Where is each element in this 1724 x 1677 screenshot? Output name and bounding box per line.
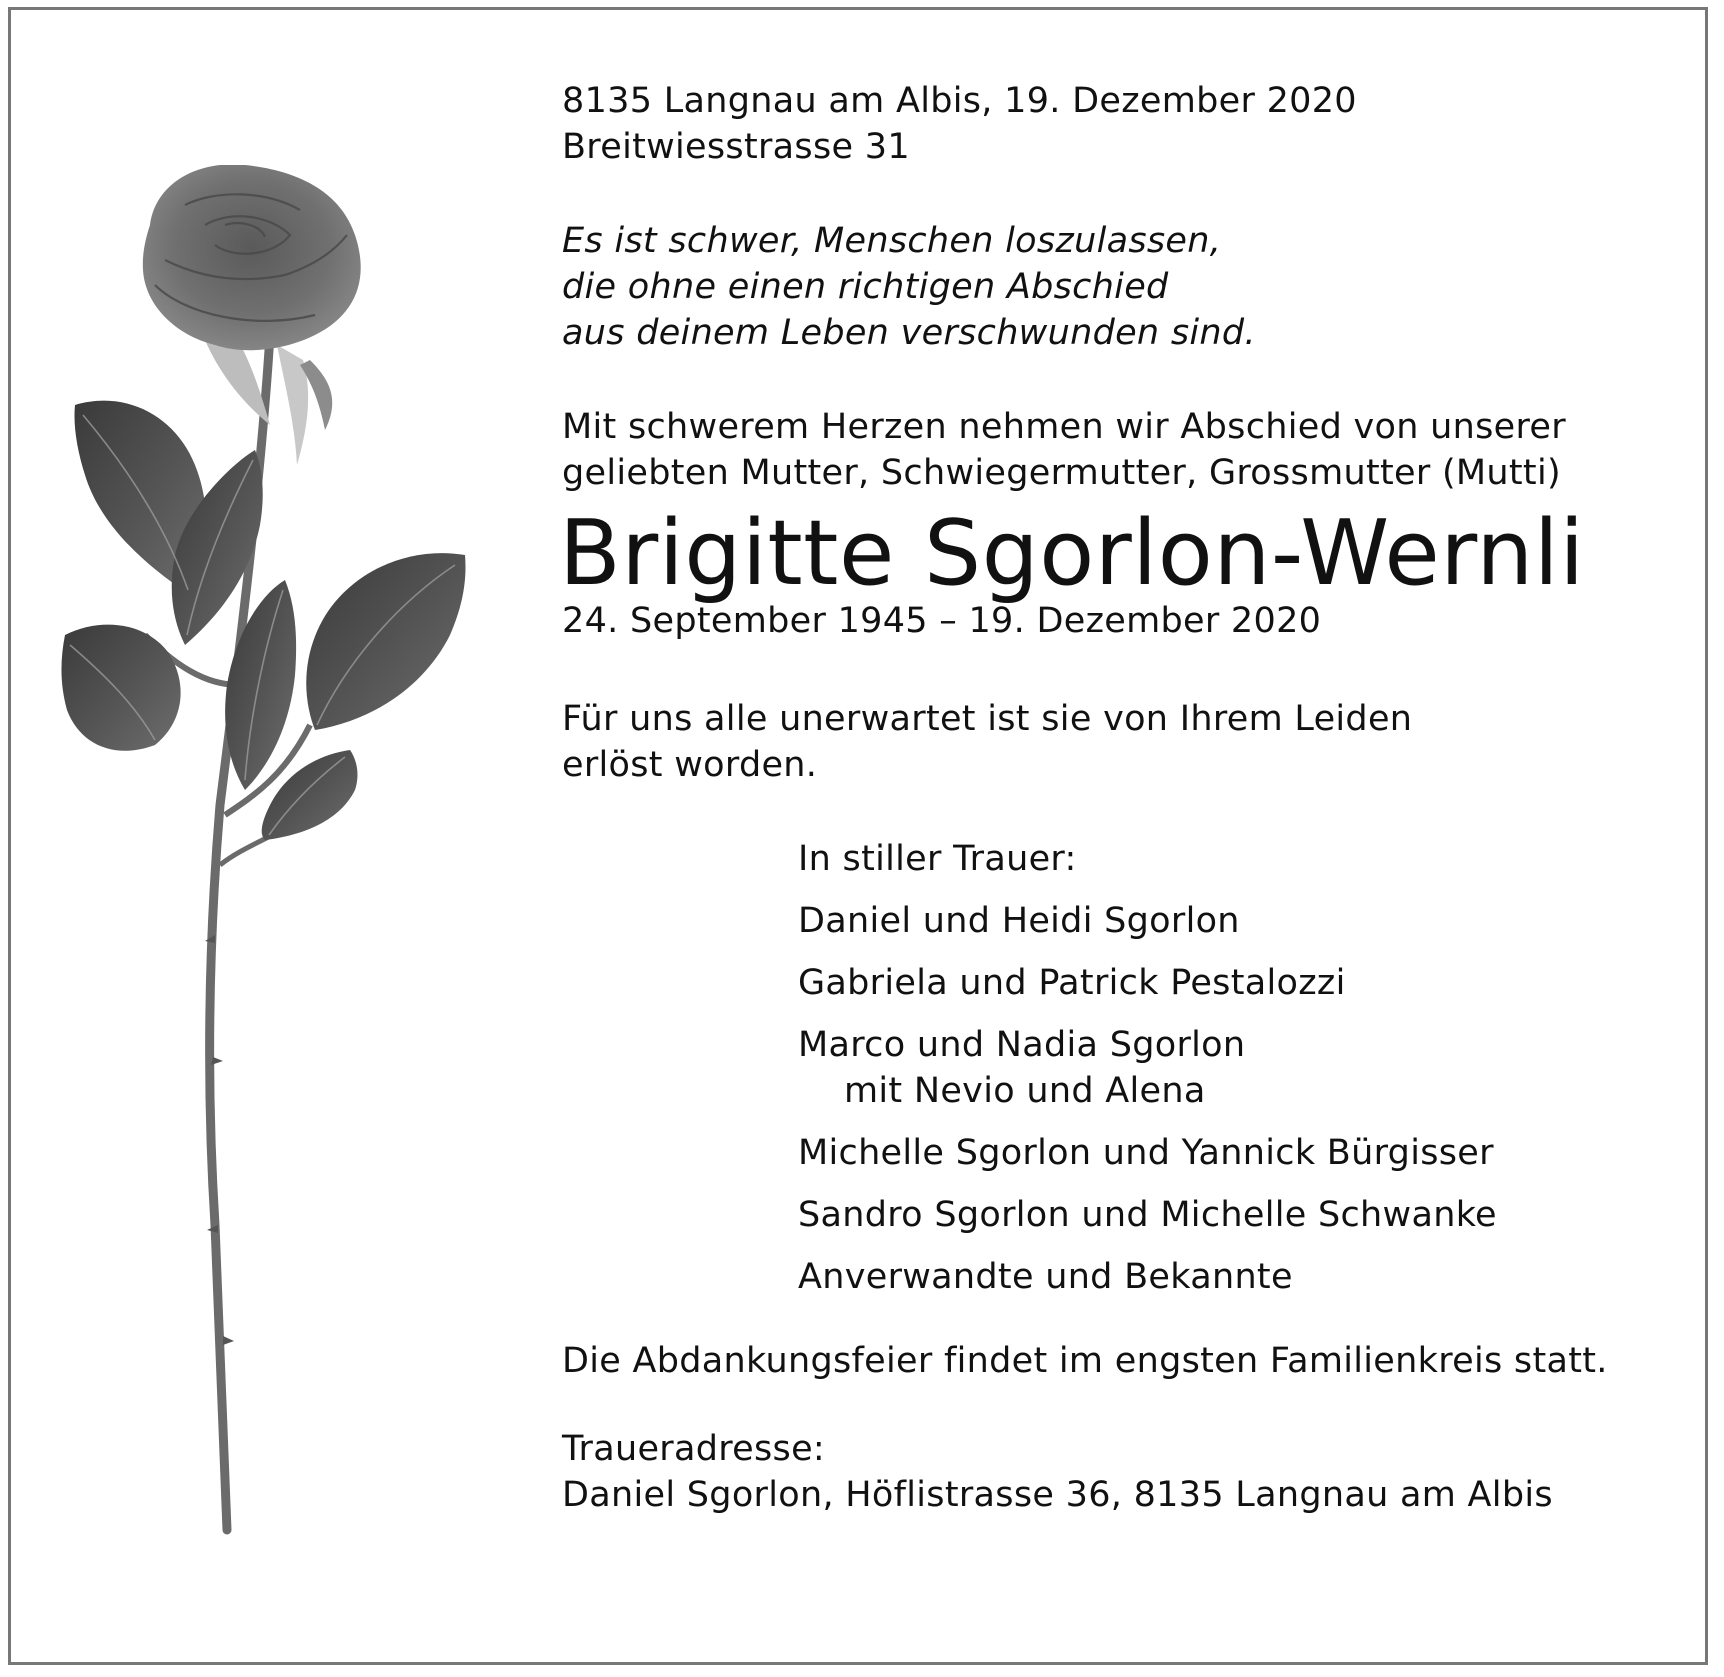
poem-line: die ohne einen richtigen Abschied [562, 267, 1169, 307]
life-dates: 24. September 1945 – 19. Dezember 2020 [562, 601, 1322, 641]
message [562, 696, 1672, 788]
mourner-name: Michelle Sgorlon und Yannick Bürgisser [798, 1133, 1494, 1173]
address-value: Daniel Sgorlon, Höflistrasse 36, 8135 Langnau am Albis [562, 1475, 1553, 1515]
intro [562, 404, 1672, 496]
notice-text-column [559, 78, 1672, 1518]
poem [562, 218, 1672, 356]
place-date: 8135 Langnau am Albis, 19. Dezember 2020 [562, 81, 1357, 121]
mourner-name: Daniel und Heidi Sgorlon [798, 901, 1240, 941]
mourner-name: Gabriela und Patrick Pestalozzi [798, 963, 1346, 1003]
address-label: Traueradresse: [562, 1429, 825, 1469]
mourner-name: Marco und Nadia Sgorlon [798, 1025, 1246, 1065]
mourning-address [562, 1426, 1672, 1518]
message-line: erlöst worden. [562, 745, 818, 785]
mourner-name: Anverwandte und Bekannte [798, 1257, 1293, 1297]
mourners-list [798, 836, 1672, 1300]
deceased-name: Brigitte Sgorlon-Wernli [559, 501, 1585, 606]
mourners-heading: In stiller Trauer: [798, 839, 1077, 879]
poem-line: Es ist schwer, Menschen loszulassen, [562, 221, 1222, 261]
poem-line: aus deinem Leben verschwunden sind. [562, 313, 1256, 353]
ceremony-note: Die Abdankungsfeier findet im engsten Familienkreis statt. [562, 1341, 1608, 1381]
intro-line: geliebten Mutter, Schwiegermutter, Grossmutter (Mutti) [562, 453, 1561, 493]
mourner-name: Sandro Sgorlon und Michelle Schwanke [798, 1195, 1497, 1235]
mourner-sub-line: mit Nevio und Alena [844, 1071, 1206, 1111]
rose-illustration [55, 165, 525, 1545]
street-address: Breitwiesstrasse 31 [562, 127, 910, 167]
message-line: Für uns alle unerwartet ist sie von Ihrem Leiden [562, 699, 1413, 739]
intro-line: Mit schwerem Herzen nehmen wir Abschied von unserer [562, 407, 1566, 447]
